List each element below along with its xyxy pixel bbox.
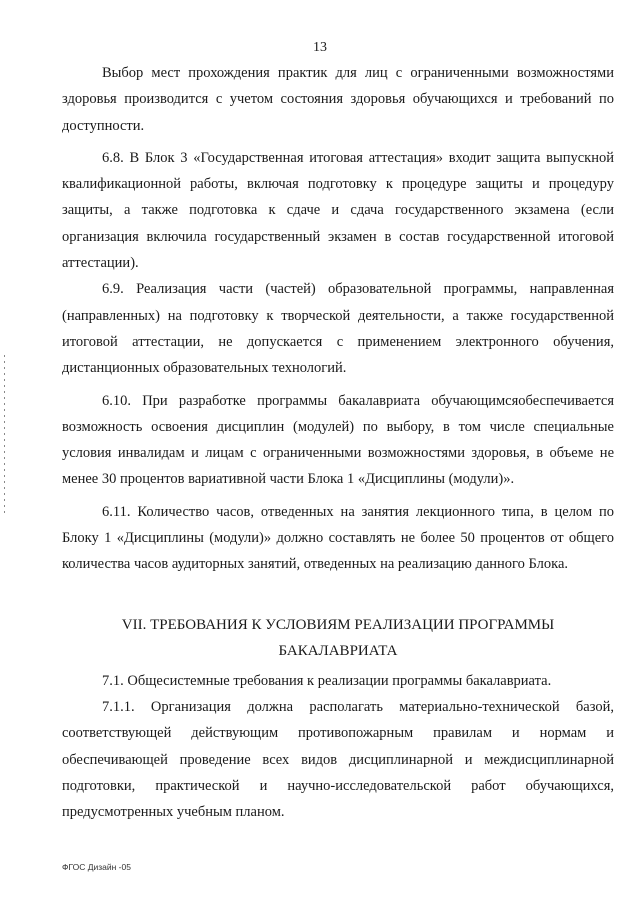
section-heading-line-1: VII. ТРЕБОВАНИЯ К УСЛОВИЯМ РЕАЛИЗАЦИИ ПРОГРАММЫ xyxy=(121,616,555,633)
page-body xyxy=(62,60,614,825)
footer-code: ФГОС Дизайн -05 xyxy=(62,862,131,872)
section-heading-vii xyxy=(62,612,614,664)
section-heading-line-2: БАКАЛАВРИАТА xyxy=(278,642,398,659)
paragraph-6-9: 6.9. Реализация части (частей) образовательной программы, направленная (направленных) на подготовку к творческой деятельности, а также государственной итоговой аттестации, не допускается с применением электронного обучения, дистанционных образовательных технологий. xyxy=(62,281,614,377)
page-number: 13 xyxy=(313,40,327,55)
scan-edge-mark xyxy=(4,355,5,515)
paragraph-6-10: 6.10. При разработке программы бакалавриата обучающимсяобеспечивается возможность освоения дисциплин (модулей) по выбору, в том числе специальные условия инвалидам и лицам с ограниченными возможностями здоровья, в объеме не менее 30 процентов вариативной части Блока 1 «Дисциплины (модули)». xyxy=(62,392,614,488)
paragraph-accessibility: Выбор мест прохождения практик для лиц с ограниченными возможностями здоровья производится с учетом состояния здоровья обучающихся и требований по доступности. xyxy=(62,65,614,134)
paragraph-7-1: 7.1. Общесистемные требования к реализации программы бакалавриата. xyxy=(102,672,552,689)
paragraph-7-1-1: 7.1.1. Организация должна располагать материально-технической базой, соответствующей действующим противопожарным правилам и нормам и обеспечивающей проведение всех видов дисциплинарной и междисциплинарной подготовки, практической и научно-исследовательской работ обучающихся, предусмотренных учебным планом. xyxy=(62,698,614,821)
paragraph-6-11: 6.11. Количество часов, отведенных на занятия лекционного типа, в целом по Блоку 1 «Дисциплины (модули)» должно составлять не более 50 процентов от общего количества часов аудиторных занятий, отведенных на реализацию данного Блока. xyxy=(62,503,614,573)
paragraph-6-8: 6.8. В Блок 3 «Государственная итоговая аттестация» входит защита выпускной квалификационной работы, включая подготовку к процедуре защиты и процедуру защиты, а также подготовка к сдаче и сдача государственного экзамена (если организация включила государственный экзамен в состав государственной итоговой аттестации). xyxy=(62,149,614,272)
